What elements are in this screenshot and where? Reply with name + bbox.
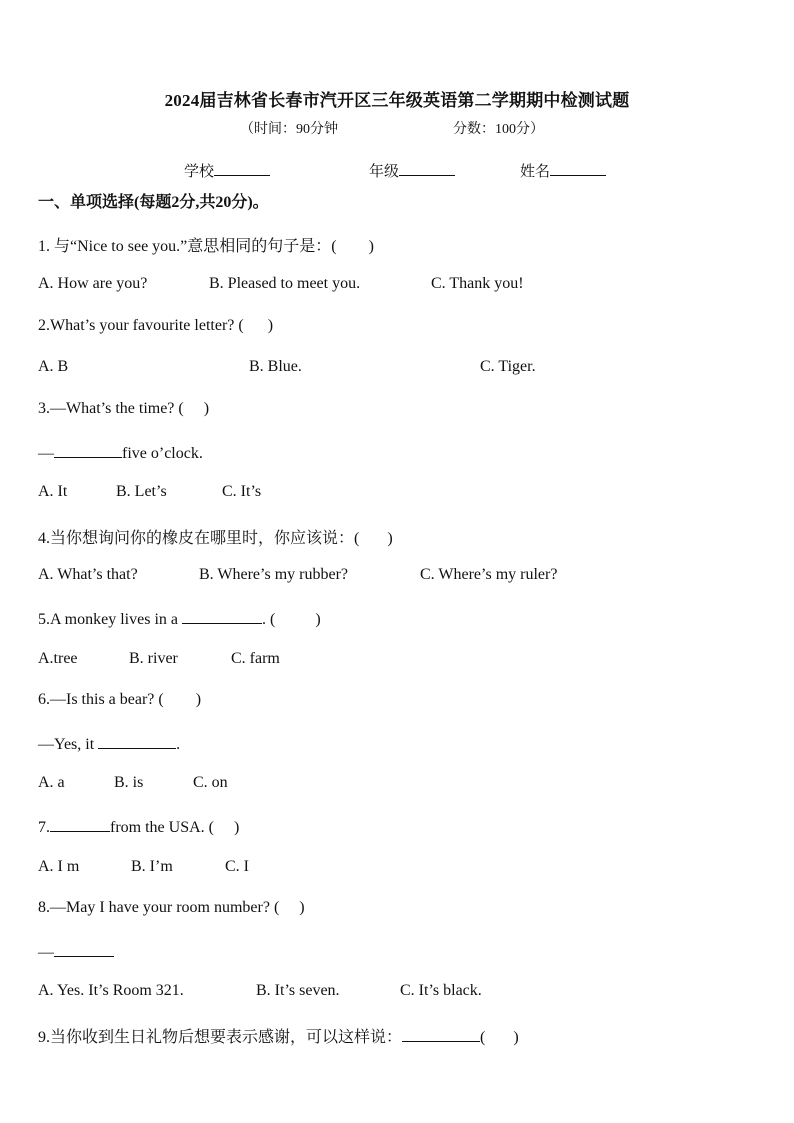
options-row — [38, 483, 758, 505]
answer-suffix: five o’clock. — [122, 445, 203, 462]
option: A. How are you? — [38, 275, 148, 292]
options-row — [38, 774, 758, 796]
question-stem: 4.当你想询问你的橡皮在哪里时，你应该说：( ) — [38, 530, 393, 547]
option: B. Where’s my rubber? — [199, 566, 348, 583]
question-stem: 1. 与“Nice to see you.”意思相同的句子是：( ) — [38, 238, 374, 255]
option: C. It’s — [222, 483, 262, 500]
answer-blank[interactable] — [54, 941, 114, 957]
question-stem: 3.—What’s the time? ( ) — [38, 400, 210, 417]
name-blank[interactable] — [550, 161, 606, 176]
stem-prefix: 5.A monkey lives in a — [38, 611, 182, 628]
answer-blank[interactable] — [98, 733, 176, 749]
answer-prefix: — — [38, 445, 54, 462]
option: B. river — [129, 650, 178, 667]
options-row — [38, 858, 758, 880]
answer-line — [38, 733, 180, 754]
question-stem — [38, 1024, 519, 1047]
answer-blank[interactable] — [182, 608, 262, 624]
school-field — [184, 160, 270, 181]
school-blank[interactable] — [214, 161, 270, 176]
exam-score: 分数：100分） — [453, 122, 544, 137]
exam-title: 2024届吉林省长春市汽开区三年级英语第二学期期中检测试题 — [164, 91, 630, 110]
answer-blank[interactable] — [54, 442, 122, 458]
option: C. Thank you! — [431, 275, 524, 292]
question-stem: 6.—Is this a bear? ( ) — [38, 691, 202, 708]
option: B. is — [114, 774, 144, 791]
option: C. farm — [231, 650, 280, 667]
answer-prefix: — — [38, 944, 54, 961]
exam-time: （时间：90分钟 — [240, 122, 338, 137]
stem-suffix: from the USA. ( ) — [110, 819, 240, 836]
stem-prefix: 7. — [38, 819, 50, 836]
option: A.tree — [38, 650, 78, 667]
option: A. I m — [38, 858, 80, 875]
question-stem — [38, 608, 321, 629]
answer-prefix: —Yes, it — [38, 736, 99, 753]
option: C. Where’s my ruler? — [420, 566, 558, 583]
answer-suffix: . — [176, 736, 181, 753]
answer-line — [38, 941, 114, 962]
option: A. What’s that? — [38, 566, 138, 583]
option: A. a — [38, 774, 65, 791]
question-stem — [38, 816, 239, 837]
option: B. It’s seven. — [256, 982, 340, 999]
option: A. It — [38, 483, 68, 500]
options-row — [38, 566, 758, 588]
grade-field — [369, 160, 455, 181]
options-row — [38, 358, 758, 380]
answer-blank[interactable] — [50, 816, 110, 832]
stem-prefix: 9.当你收到生日礼物后想要表示感谢，可以这样说： — [38, 1029, 403, 1046]
option: C. Tiger. — [480, 358, 536, 375]
grade-label: 年级 — [369, 164, 400, 180]
options-row — [38, 275, 758, 297]
option: C. on — [193, 774, 228, 791]
grade-blank[interactable] — [399, 161, 455, 176]
question-stem: 8.—May I have your room number? ( ) — [38, 899, 305, 916]
name-field — [520, 160, 606, 181]
question-stem: 2.What’s your favourite letter? ( ) — [38, 317, 274, 334]
section-heading: 一、单项选择(每题2分,共20分)。 — [38, 194, 269, 211]
option: A. B — [38, 358, 69, 375]
school-label: 学校 — [184, 164, 215, 180]
name-label: 姓名 — [520, 164, 551, 180]
stem-suffix: . ( ) — [261, 611, 321, 628]
option: C. I — [225, 858, 249, 875]
options-row — [38, 982, 758, 1004]
option: A. Yes. It’s Room 321. — [38, 982, 184, 999]
option: B. Blue. — [249, 358, 302, 375]
option: C. It’s black. — [400, 982, 482, 999]
options-row — [38, 650, 758, 672]
stem-suffix: ( ) — [480, 1029, 519, 1046]
answer-blank[interactable] — [402, 1026, 480, 1042]
answer-line — [38, 442, 203, 463]
option: B. I’m — [131, 858, 173, 875]
option: B. Pleased to meet you. — [209, 275, 361, 292]
option: B. Let’s — [116, 483, 167, 500]
